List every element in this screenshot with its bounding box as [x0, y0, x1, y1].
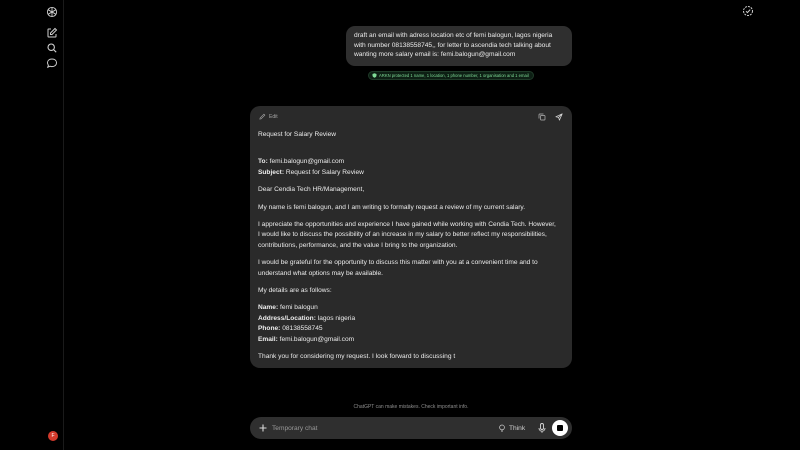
edit-label: Edit: [269, 113, 278, 120]
email-value: femi.balogun@gmail.com: [279, 335, 355, 343]
email-draft-body: [258, 130, 558, 370]
detail-address: [258, 314, 558, 324]
sidebar: [0, 0, 64, 450]
attach-button[interactable]: [257, 422, 269, 434]
send-icon[interactable]: [555, 113, 563, 121]
phone-label: Phone:: [258, 325, 281, 333]
arkn-protection-text: ARKN protected 1 name, 1 location, 1 phone number, 1 organisation and 1 email: [379, 73, 529, 78]
email-paragraph-2: I appreciate the opportunities and experience I have gained while working with Cendia Tech. However, I would like to discuss the possibility of an increase in my salary to better reflect my responsibilities, contributions, performance, and the value I bring to the organization.: [258, 221, 556, 249]
stop-icon: [557, 425, 563, 431]
email-closing: Thank you for considering my request. I look forward to discussing t: [258, 353, 456, 361]
lightbulb-icon: [498, 424, 506, 432]
stop-button[interactable]: [552, 420, 568, 436]
composer: [250, 417, 572, 439]
email-to-line: [258, 157, 558, 167]
think-label: Think: [509, 424, 526, 432]
detail-email: [258, 335, 558, 345]
chat-bubble-icon[interactable]: [46, 57, 58, 69]
to-label: To:: [258, 158, 268, 166]
avatar[interactable]: F: [48, 431, 58, 441]
user-message-text: draft an email with adress location etc of femi balogun, lagos nigeria with number 08138558745,, for letter to ascendia tech talking about wanting more salary email is: femi.balogun@gmail.com: [354, 32, 553, 59]
openai-logo-icon[interactable]: [46, 6, 58, 18]
email-draft-card: [250, 106, 572, 368]
message-input[interactable]: [272, 422, 472, 434]
edit-button[interactable]: [259, 113, 278, 120]
search-icon[interactable]: [46, 42, 58, 54]
email-label: Email:: [258, 335, 278, 343]
detail-phone: [258, 324, 558, 334]
address-value: lagos nigeria: [317, 314, 356, 322]
address-label: Address/Location:: [258, 314, 316, 322]
pencil-icon: [259, 113, 266, 120]
arkn-protection-badge[interactable]: [368, 71, 534, 80]
think-button[interactable]: [498, 422, 525, 434]
to-value: femi.balogun@gmail.com: [269, 158, 345, 166]
disclaimer-text: ChatGPT can make mistakes. Check important info.: [353, 404, 469, 410]
phone-value: 08138558745: [282, 325, 323, 333]
email-subject-line: [258, 168, 558, 178]
plus-icon: [257, 422, 269, 434]
shield-icon: [372, 73, 377, 78]
email-paragraph-1: My name is femi balogun, and I am writing to formally request a review of my current salary.: [258, 203, 526, 211]
email-greeting: Dear Cendia Tech HR/Management,: [258, 186, 365, 194]
microphone-icon[interactable]: [537, 422, 547, 434]
email-paragraph-3: I would be grateful for the opportunity to discuss this matter with you at a convenient time and to understand what options may be available.: [258, 259, 538, 277]
detail-name: [258, 303, 558, 313]
copy-icon[interactable]: [538, 113, 546, 121]
name-label: Name:: [258, 304, 279, 312]
email-title: Request for Salary Review: [258, 131, 337, 138]
subject-label: Subject:: [258, 168, 285, 176]
new-chat-icon[interactable]: [46, 27, 58, 39]
user-message-bubble: [346, 26, 572, 66]
temporary-chat-icon[interactable]: [742, 5, 754, 17]
email-details-intro: My details are as follows:: [258, 287, 332, 295]
subject-value: Request for Salary Review: [285, 168, 364, 176]
name-value: femi balogun: [280, 304, 318, 312]
